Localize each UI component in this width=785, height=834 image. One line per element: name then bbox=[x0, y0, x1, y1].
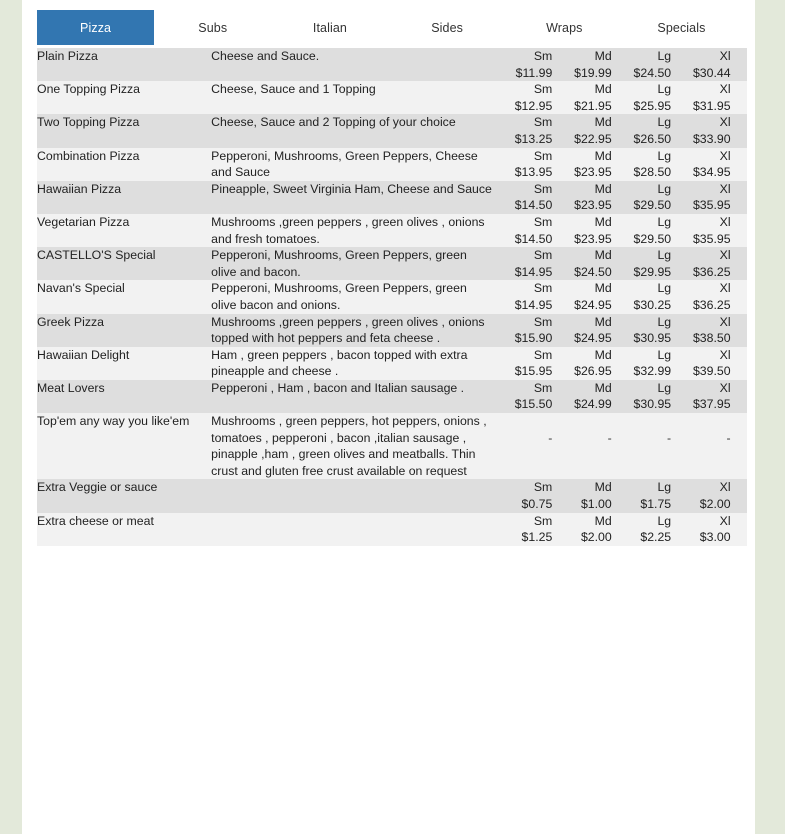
price-cell-xl bbox=[671, 380, 730, 413]
price-cell-lg bbox=[612, 380, 671, 413]
price-amount: $21.95 bbox=[574, 98, 612, 113]
price-size-label: Xl bbox=[719, 148, 731, 163]
price-size-label: Sm bbox=[533, 513, 553, 528]
price-cell-xl bbox=[671, 214, 730, 247]
price-cell-sm bbox=[493, 513, 552, 546]
menu-row bbox=[37, 347, 747, 380]
price-size-label: Md bbox=[594, 480, 612, 495]
price-size-label: Lg bbox=[657, 513, 672, 528]
price-amount: $29.50 bbox=[633, 198, 672, 213]
menu-item-name: CASTELLO'S Special bbox=[37, 248, 156, 263]
price-size-label: Lg bbox=[657, 347, 672, 362]
price-size-label: Xl bbox=[719, 347, 731, 362]
row-spacer bbox=[731, 513, 747, 546]
price-cell-md bbox=[552, 247, 611, 280]
price-amount: $33.90 bbox=[692, 131, 731, 146]
menu-item-description bbox=[211, 479, 493, 512]
price-cell-sm bbox=[493, 48, 552, 81]
row-spacer bbox=[731, 247, 747, 280]
row-spacer bbox=[731, 413, 747, 479]
price-size-label: Md bbox=[594, 115, 612, 130]
price-size-label: Sm bbox=[533, 380, 553, 395]
price-cell-md bbox=[552, 48, 611, 81]
row-spacer bbox=[731, 81, 747, 114]
row-spacer bbox=[731, 380, 747, 413]
price-cell-xl bbox=[671, 280, 730, 313]
price-cell-lg bbox=[612, 280, 671, 313]
price-cell-lg bbox=[612, 479, 671, 512]
menu-item-description bbox=[211, 513, 493, 546]
price-size-label: Lg bbox=[657, 148, 672, 163]
price-cell-sm bbox=[493, 148, 552, 181]
price-amount: $23.95 bbox=[574, 165, 612, 180]
menu-row bbox=[37, 513, 747, 546]
row-spacer bbox=[731, 479, 747, 512]
menu-item-name: Top'em any way you like'em bbox=[37, 414, 190, 429]
price-size-label: Md bbox=[594, 214, 612, 229]
price-amount: $30.25 bbox=[633, 297, 672, 312]
price-amount: $1.25 bbox=[521, 530, 553, 545]
price-cell-md bbox=[552, 347, 611, 380]
price-size-label: Sm bbox=[533, 82, 553, 97]
menu-item-description: Pepperoni , Ham , bacon and Italian sausage . bbox=[211, 380, 465, 395]
price-amount: $14.95 bbox=[514, 264, 553, 279]
menu-item-description: Pepperoni, Mushrooms, Green Peppers, Cheese and Sauce bbox=[211, 148, 478, 180]
content-panel bbox=[22, 0, 755, 834]
price-amount: $26.50 bbox=[633, 131, 672, 146]
menu-item-name: Extra Veggie or sauce bbox=[37, 480, 158, 495]
menu-row bbox=[37, 479, 747, 512]
price-amount: $25.95 bbox=[633, 98, 672, 113]
price-amount: $2.00 bbox=[699, 497, 731, 512]
price-size-label: Lg bbox=[657, 115, 672, 130]
price-amount: $12.95 bbox=[514, 98, 553, 113]
price-amount: $37.95 bbox=[692, 397, 731, 412]
price-amount: $36.25 bbox=[692, 264, 731, 279]
price-cell-md bbox=[552, 513, 611, 546]
row-spacer bbox=[731, 347, 747, 380]
row-spacer bbox=[731, 314, 747, 347]
price-amount: $24.50 bbox=[574, 264, 612, 279]
price-amount: $23.95 bbox=[574, 198, 612, 213]
row-spacer bbox=[731, 214, 747, 247]
menu-item-description: Pineapple, Sweet Virginia Ham, Cheese and Sauce bbox=[211, 181, 492, 196]
menu-item-description: Pepperoni, Mushrooms, Green Peppers, green olive bacon and onions. bbox=[211, 281, 467, 312]
tab-italian[interactable]: Italian bbox=[271, 10, 388, 45]
row-spacer bbox=[731, 114, 747, 147]
price-cell-md bbox=[552, 280, 611, 313]
price-size-label: Lg bbox=[657, 281, 672, 296]
price-size-label: Lg bbox=[657, 480, 672, 495]
price-size-label: Sm bbox=[533, 480, 553, 495]
menu-item-name: Hawaiian Pizza bbox=[37, 181, 122, 196]
price-cell-lg bbox=[612, 214, 671, 247]
price-amount: $15.50 bbox=[514, 397, 553, 412]
price-cell-lg bbox=[612, 114, 671, 147]
menu-item-name: Combination Pizza bbox=[37, 148, 140, 163]
menu-item-name: Extra cheese or meat bbox=[37, 513, 154, 528]
price-amount: $30.95 bbox=[633, 397, 672, 412]
price-amount: $29.95 bbox=[633, 264, 672, 279]
price-cell-xl bbox=[671, 114, 730, 147]
price-size-label: Xl bbox=[719, 82, 731, 97]
price-cell-lg bbox=[612, 413, 671, 479]
price-cell-md bbox=[552, 181, 611, 214]
price-amount: $19.99 bbox=[574, 65, 612, 80]
price-size-label: Sm bbox=[533, 49, 553, 63]
price-cell-xl bbox=[671, 48, 730, 81]
tab-specials[interactable]: Specials bbox=[623, 10, 740, 45]
price-size-label: Lg bbox=[657, 181, 672, 196]
price-amount: $23.95 bbox=[574, 231, 612, 246]
price-size-label: Md bbox=[594, 49, 612, 63]
price-size-label: Xl bbox=[719, 49, 731, 63]
menu-row bbox=[37, 380, 747, 413]
tab-wraps[interactable]: Wraps bbox=[506, 10, 623, 45]
price-cell-lg bbox=[612, 181, 671, 214]
price-amount: - bbox=[667, 430, 672, 445]
price-size-label: Md bbox=[594, 314, 612, 329]
menu-item-name: One Topping Pizza bbox=[37, 82, 140, 97]
price-cell-md bbox=[552, 214, 611, 247]
tab-sides[interactable]: Sides bbox=[389, 10, 506, 45]
price-amount: $2.25 bbox=[640, 530, 672, 545]
price-cell-lg bbox=[612, 81, 671, 114]
menu-item-name: Meat Lovers bbox=[37, 380, 105, 395]
price-size-label: Xl bbox=[719, 380, 731, 395]
price-size-label: Sm bbox=[533, 248, 553, 263]
price-amount: $30.95 bbox=[633, 331, 672, 346]
row-spacer bbox=[731, 148, 747, 181]
price-size-label: Xl bbox=[719, 281, 731, 296]
menu-row bbox=[37, 148, 747, 181]
price-amount: $14.50 bbox=[514, 198, 553, 213]
menu-item-description: Cheese, Sauce and 1 Topping bbox=[211, 82, 376, 97]
menu-item-description: Mushrooms ,green peppers , green olives , onions and fresh tomatoes. bbox=[211, 214, 485, 246]
price-size-label: Lg bbox=[657, 214, 672, 229]
menu-item-description: Ham , green peppers , bacon topped with extra pineapple and cheese . bbox=[211, 347, 468, 379]
price-amount: $26.95 bbox=[574, 364, 612, 379]
price-amount: $13.25 bbox=[514, 131, 553, 146]
price-size-label: Sm bbox=[533, 115, 553, 130]
price-size-label: Lg bbox=[657, 248, 672, 263]
price-size-label: Md bbox=[594, 281, 612, 296]
price-size-label: Md bbox=[594, 181, 612, 196]
menu-row bbox=[37, 181, 747, 214]
price-amount: $2.00 bbox=[580, 530, 612, 545]
price-cell-sm bbox=[493, 114, 552, 147]
price-amount: $34.95 bbox=[692, 165, 731, 180]
price-cell-md bbox=[552, 81, 611, 114]
price-amount: $24.95 bbox=[574, 297, 612, 312]
price-size-label: Md bbox=[594, 148, 612, 163]
menu-row bbox=[37, 413, 747, 479]
price-size-label: Xl bbox=[719, 513, 731, 528]
price-size-label: Sm bbox=[533, 214, 553, 229]
price-amount: $14.95 bbox=[514, 297, 553, 312]
price-cell-sm bbox=[493, 479, 552, 512]
price-cell-xl bbox=[671, 479, 730, 512]
price-size-label: Xl bbox=[719, 181, 731, 196]
price-cell-md bbox=[552, 114, 611, 147]
menu-item-name: Greek Pizza bbox=[37, 314, 104, 329]
price-amount: $15.95 bbox=[514, 364, 553, 379]
price-cell-sm bbox=[493, 81, 552, 114]
price-cell-sm bbox=[493, 181, 552, 214]
price-size-label: Sm bbox=[533, 347, 553, 362]
price-size-label: Lg bbox=[657, 49, 672, 63]
menu-table bbox=[37, 48, 747, 546]
price-cell-sm bbox=[493, 214, 552, 247]
price-cell-sm bbox=[493, 247, 552, 280]
row-spacer bbox=[731, 48, 747, 81]
price-size-label: Sm bbox=[533, 281, 553, 296]
price-cell-sm bbox=[493, 314, 552, 347]
price-amount: $38.50 bbox=[692, 331, 731, 346]
price-cell-lg bbox=[612, 148, 671, 181]
price-size-label: Md bbox=[594, 248, 612, 263]
price-size-label: Xl bbox=[719, 480, 731, 495]
menu-item-name: Hawaiian Delight bbox=[37, 347, 130, 362]
price-amount: $36.25 bbox=[692, 297, 731, 312]
price-amount: $22.95 bbox=[574, 131, 612, 146]
price-amount: $13.95 bbox=[514, 165, 553, 180]
menu-row bbox=[37, 214, 747, 247]
price-cell-sm bbox=[493, 280, 552, 313]
price-cell-xl bbox=[671, 347, 730, 380]
price-amount: $28.50 bbox=[633, 165, 672, 180]
price-amount: $11.99 bbox=[515, 65, 553, 80]
price-amount: $15.90 bbox=[514, 331, 553, 346]
price-amount: $1.00 bbox=[580, 497, 612, 512]
menu-row bbox=[37, 48, 747, 81]
price-cell-xl bbox=[671, 81, 730, 114]
price-amount: $24.99 bbox=[574, 397, 612, 412]
price-cell-sm bbox=[493, 380, 552, 413]
price-cell-lg bbox=[612, 347, 671, 380]
price-size-label: Xl bbox=[719, 115, 731, 130]
row-spacer bbox=[731, 280, 747, 313]
menu-item-description: Mushrooms , green peppers, hot peppers, onions , tomatoes , pepperoni , bacon ,italian sausage , pinapple ,ham , green olives and meatballs. Thin crust and gluten free crust available on request bbox=[211, 414, 487, 478]
price-amount: $24.95 bbox=[574, 331, 612, 346]
price-size-label: Lg bbox=[657, 314, 672, 329]
price-cell-md bbox=[552, 148, 611, 181]
menu-row bbox=[37, 314, 747, 347]
price-amount: $24.50 bbox=[633, 65, 672, 80]
price-cell-md bbox=[552, 314, 611, 347]
row-spacer bbox=[731, 181, 747, 214]
menu-item-description: Cheese, Sauce and 2 Topping of your choice bbox=[211, 115, 456, 130]
price-amount: $3.00 bbox=[699, 530, 731, 545]
price-cell-lg bbox=[612, 247, 671, 280]
price-cell-xl bbox=[671, 513, 730, 546]
tab-pizza[interactable]: Pizza bbox=[37, 10, 154, 45]
category-tab-bar bbox=[37, 10, 740, 45]
tab-subs[interactable]: Subs bbox=[154, 10, 271, 45]
menu-item-description: Pepperoni, Mushrooms, Green Peppers, green olive and bacon. bbox=[211, 248, 467, 279]
price-amount: - bbox=[726, 430, 731, 445]
menu-row bbox=[37, 280, 747, 313]
price-amount: $30.44 bbox=[692, 65, 731, 80]
price-cell-xl bbox=[671, 314, 730, 347]
price-size-label: Md bbox=[594, 380, 612, 395]
price-amount: $35.95 bbox=[692, 198, 731, 213]
price-cell-lg bbox=[612, 48, 671, 81]
price-amount: $31.95 bbox=[692, 98, 731, 113]
price-size-label: Sm bbox=[533, 314, 553, 329]
price-size-label: Md bbox=[594, 347, 612, 362]
price-size-label: Xl bbox=[719, 214, 731, 229]
menu-item-name: Plain Pizza bbox=[37, 49, 98, 63]
price-cell-lg bbox=[612, 314, 671, 347]
price-amount: - bbox=[607, 430, 612, 445]
price-amount: - bbox=[548, 430, 553, 445]
price-amount: $32.99 bbox=[633, 364, 672, 379]
menu-item-description: Mushrooms ,green peppers , green olives , onions topped with hot peppers and feta cheese . bbox=[211, 314, 485, 346]
menu-row bbox=[37, 81, 747, 114]
price-amount: $0.75 bbox=[521, 497, 553, 512]
price-cell-xl bbox=[671, 413, 730, 479]
price-cell-xl bbox=[671, 247, 730, 280]
price-cell-lg bbox=[612, 513, 671, 546]
price-size-label: Lg bbox=[657, 380, 672, 395]
menu-item-name: Vegetarian Pizza bbox=[37, 214, 130, 229]
price-cell-sm bbox=[493, 413, 552, 479]
price-size-label: Xl bbox=[719, 314, 731, 329]
price-amount: $29.50 bbox=[633, 231, 672, 246]
price-cell-md bbox=[552, 479, 611, 512]
price-amount: $35.95 bbox=[692, 231, 731, 246]
price-size-label: Xl bbox=[719, 248, 731, 263]
price-cell-xl bbox=[671, 148, 730, 181]
menu-row bbox=[37, 247, 747, 280]
menu-item-name: Navan's Special bbox=[37, 281, 125, 296]
menu-item-name: Two Topping Pizza bbox=[37, 115, 140, 130]
menu-row bbox=[37, 114, 747, 147]
price-cell-xl bbox=[671, 181, 730, 214]
price-size-label: Md bbox=[594, 513, 612, 528]
price-size-label: Sm bbox=[533, 181, 553, 196]
price-size-label: Md bbox=[594, 82, 612, 97]
price-cell-md bbox=[552, 413, 611, 479]
price-amount: $39.50 bbox=[692, 364, 731, 379]
price-size-label: Sm bbox=[533, 148, 553, 163]
price-cell-md bbox=[552, 380, 611, 413]
price-cell-sm bbox=[493, 347, 552, 380]
menu-item-description: Cheese and Sauce. bbox=[211, 49, 320, 63]
price-size-label: Lg bbox=[657, 82, 672, 97]
price-amount: $1.75 bbox=[640, 497, 672, 512]
price-amount: $14.50 bbox=[514, 231, 553, 246]
